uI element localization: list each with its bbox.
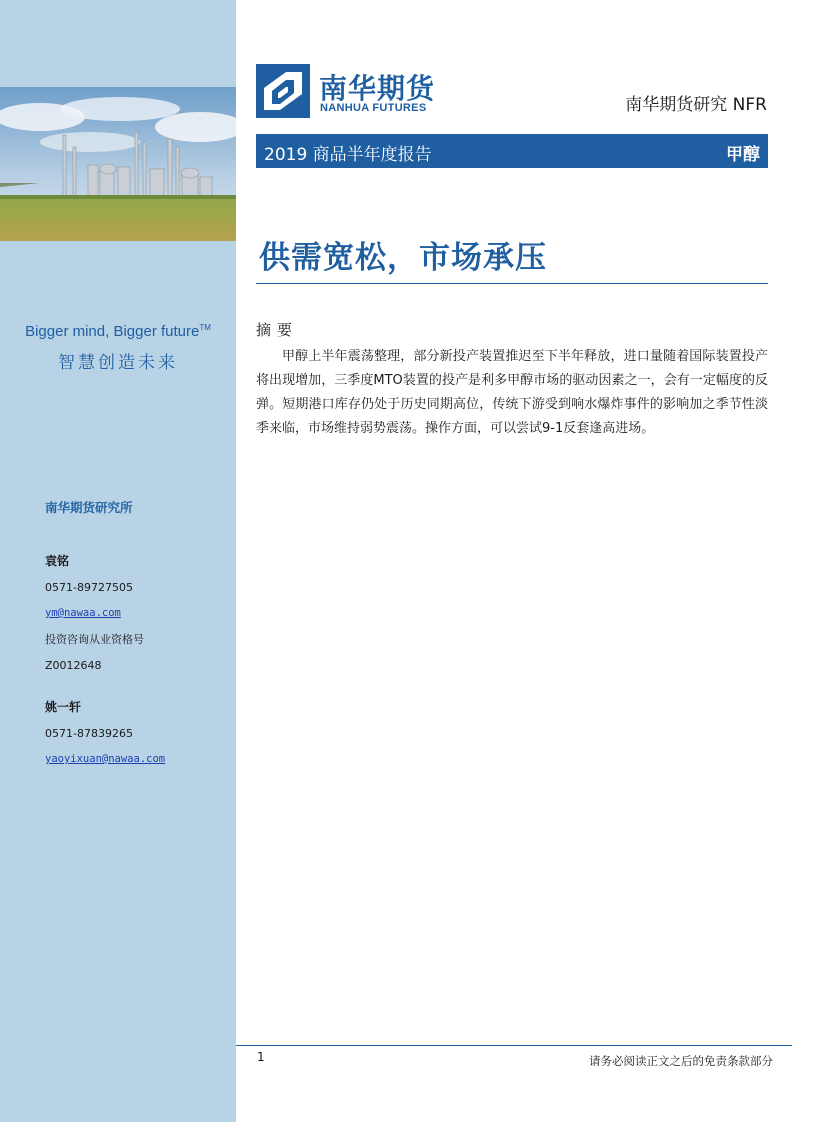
slogan-chinese: 智慧创造未来 [58,353,178,373]
logo-english-text: NANHUA FUTURES [320,102,427,114]
refinery-photo [0,87,236,241]
sidebar [0,0,236,1122]
commodity-name: 甲醇 [726,145,760,165]
analyst-email-link[interactable]: ym@nawaa.com [45,607,121,619]
footer-divider [236,1045,792,1046]
analyst-cert-number: Z0012648 [45,659,102,672]
summary-title: 摘要 [256,321,299,339]
analyst-phone: 0571-87839265 [45,727,133,740]
analyst-name: 袁铭 [45,554,70,568]
headline-divider [256,283,768,284]
logo-chinese-text: 南华期货 [319,72,436,105]
report-type: 2019 商品半年度报告 [264,145,432,165]
analyst-name: 姚一轩 [45,700,82,714]
report-headline: 供需宽松，市场承压 [259,240,547,276]
company-logo [256,64,446,120]
institute-name: 南华期货研究所 [45,500,133,515]
slogan-english: Bigger mind, Bigger future™ [25,323,211,340]
report-banner [256,134,768,168]
analyst-email-link[interactable]: yaoyixuan@nawaa.com [45,753,166,765]
analyst-card [45,698,165,777]
page-number: 1 [257,1050,265,1064]
analyst-phone: 0571-89727505 [45,581,133,594]
refinery-image [0,87,236,241]
analyst-cert-label: 投资咨询从业资格号 [45,633,144,646]
summary-body: 甲醇上半年震荡整理，部分新投产装置推迟至下半年释放，进口量随着国际装置投产将出现增加，三季度MTO装置的投产是利多甲醇市场的驱动因素之一，会有一定幅度的反弹。短期港口库存仍处于历史同期高位，传统下游受到响水爆炸事件的影响加之季节性淡季来临，市场维持弱势震荡。操作方面，可以尝试9-1反套逢高进场。 [256,349,768,436]
footer-disclaimer: 请务必阅读正文之后的免责条款部分 [589,1054,773,1068]
nanhua-logo-icon [256,64,310,118]
analyst-card [45,552,144,684]
research-tag: 南华期货研究 NFR [625,95,767,115]
